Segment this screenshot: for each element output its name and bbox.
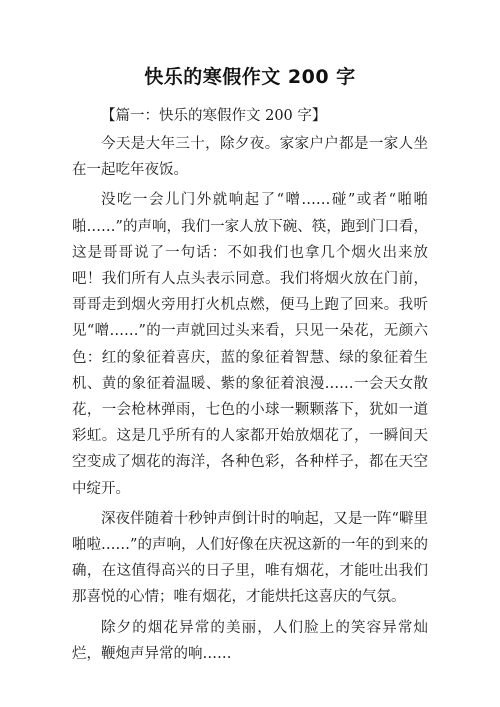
document-title: 快乐的寒假作文 200 字: [144, 66, 356, 88]
paragraph-4: 除夕的烟花异常的美丽，人们脸上的笑容异常灿烂，鞭炮声异常的响……: [72, 619, 428, 662]
document-page: [72, 62, 428, 671]
paragraph-1: 今天是大年三十，除夕夜。家家户户都是一家人坐在一起吃年夜饭。: [72, 136, 428, 179]
paragraph-3: 深夜伴随着十秒钟声倒计时的响起，又是一阵“噼里啪啦……”的声响，人们好像在庆祝这新的一年的到来的确，在这值得高兴的日子里，唯有烟花，才能吐出我们那喜悦的心情；唯有烟花，才能烘托这喜庆的气氛。: [72, 510, 428, 606]
section-heading: 【篇一：快乐的寒假作文 200 字】: [101, 108, 327, 124]
paragraph-2: 没吃一会儿门外就响起了“噌……碰”或者“啪啪啪……”的声响，我们一家人放下碗、筷，跑到门口看，这是哥哥说了一句话：不如我们也拿几个烟火出来放吧！我们所有人点头表示同意。我们将烟火放在门前，哥哥走到烟火旁用打火机点燃，便马上跑了回来。我听见“噌……”的一声就回过头来看，只见一朵花，无颜六色：红的象征着喜庆，蓝的象征着智慧、绿的象征着生机、黄的象征着温暖、紫的象征着浪漫……一会天女散花，一会枪林弹雨，七色的小球一颗颗落下，犹如一道彩虹。这是几乎所有的人家都开始放烟花了，一瞬间天空变成了烟花的海洋，各种色彩，各种样子，都在天空中绽开。: [72, 192, 428, 497]
